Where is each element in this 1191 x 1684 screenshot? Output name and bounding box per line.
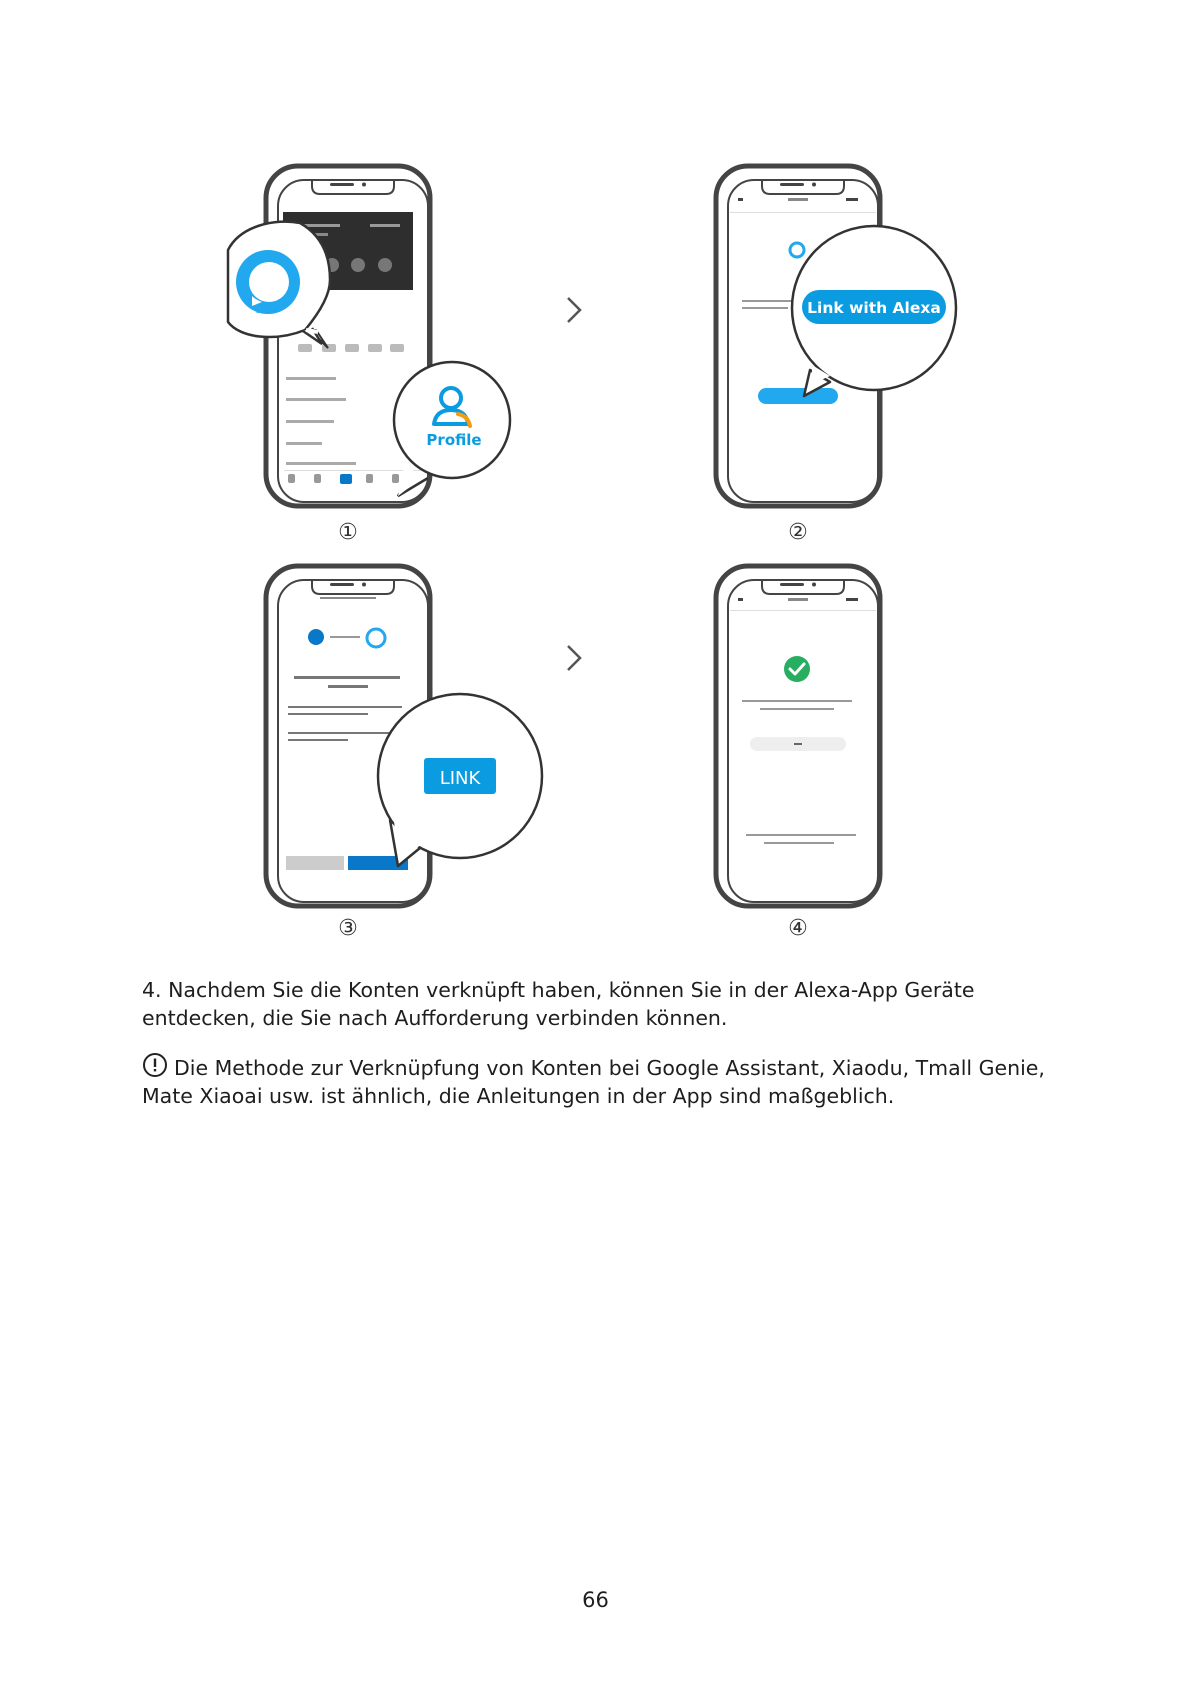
chevron-right-icon <box>568 646 580 670</box>
profile-callout-label: Profile <box>426 431 482 449</box>
note-text: Die Methode zur Verknüpfung von Konten bei Google Assistant, Xiaodu, Tmall Genie, Mate Xiaoai usw. ist ähnlich, die Anleitungen in der App sind maßgeblich. <box>142 1056 1045 1108</box>
phone-2 <box>716 166 956 506</box>
phone-1 <box>228 166 510 506</box>
step-number-4: ④ <box>788 916 808 940</box>
link-with-alexa-callout-label: Link with Alexa <box>807 299 941 317</box>
phone-3 <box>266 566 542 906</box>
step-number-2: ② <box>788 520 808 545</box>
page-number: 66 <box>582 1588 609 1612</box>
step-4-paragraph: 4. Nachdem Sie die Konten verknüpft haben, können Sie in der Alexa-App Geräte entdecken, die Sie nach Aufforderung verbinden können. <box>142 978 975 1030</box>
step-number-1: ① <box>338 520 358 545</box>
phone-4 <box>716 566 880 906</box>
link-callout-label: LINK <box>439 768 481 789</box>
step-number-3: ③ <box>338 916 358 940</box>
note-paragraph <box>142 1052 1047 1110</box>
alexa-logo-icon <box>236 250 300 314</box>
success-check-icon <box>784 656 810 682</box>
info-icon <box>142 1052 168 1078</box>
chevron-right-icon <box>568 298 580 322</box>
